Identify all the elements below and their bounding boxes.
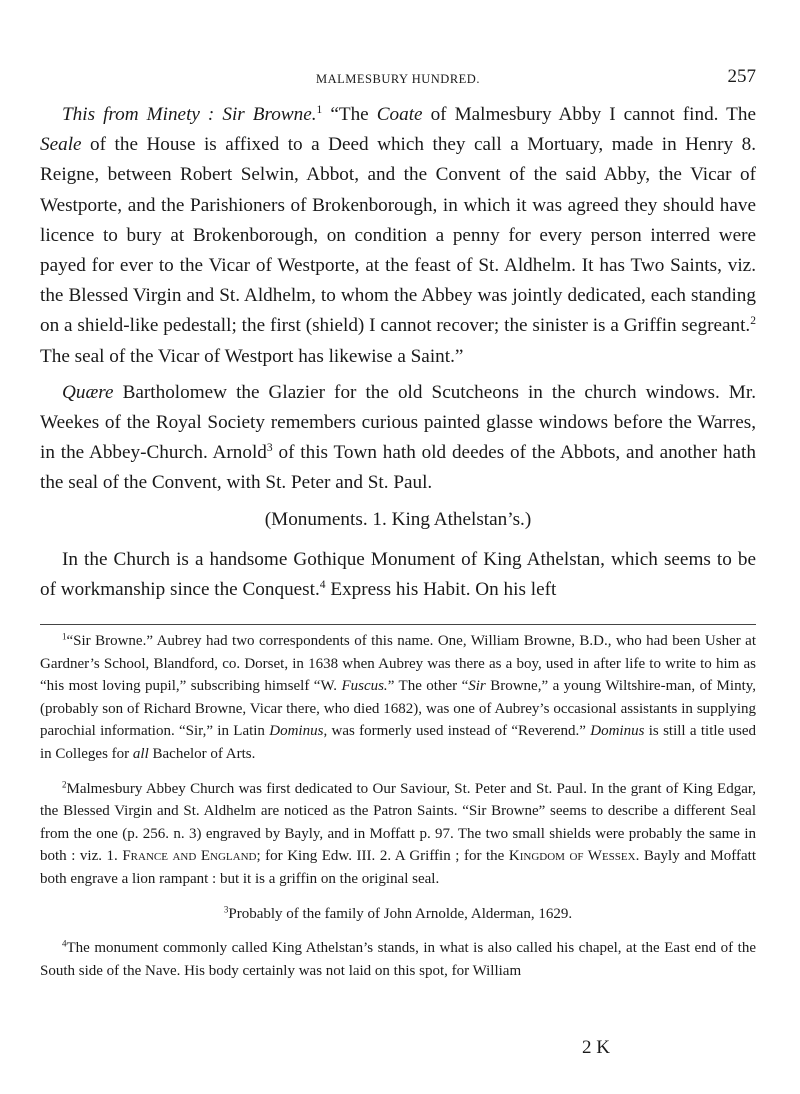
text: The seal of the Vicar of Westport has likewise a Saint.” — [40, 345, 464, 367]
text: , was formerly used instead of “Reverend.” — [323, 723, 591, 740]
signature-mark: 2 K — [582, 1037, 610, 1058]
text: The monument commonly called King Athelstan’s stands, in what is also called his chapel, at the East end of the South side of the Nave. His body certainly was not laid on this spot, for William — [40, 940, 756, 979]
italic-text: Fuscus. — [341, 678, 388, 695]
italic-lead: This from Minety : Sir Browne. — [62, 104, 317, 125]
paragraph-quaere — [40, 378, 756, 499]
footnote-ref-1[interactable]: 1 — [316, 104, 323, 117]
paragraph-monument — [40, 545, 756, 605]
text: Express his Habit. On his left — [325, 579, 557, 601]
italic-text: Sir — [468, 678, 486, 695]
small-caps-text: Kingdom of Wessex — [508, 848, 636, 865]
text: Bachelor of Arts. — [148, 745, 256, 762]
text: Probably of the family of John Arnolde, Alderman, 1629. — [228, 905, 573, 922]
main-text — [40, 100, 756, 605]
italic-text: Quære — [62, 381, 114, 403]
text: of this Town hath old deedes of the Abbots, and another hath the seal of the Convent, with St. Peter and St. Paul. — [40, 442, 756, 494]
footnote-separator — [40, 624, 756, 625]
footnote-4 — [40, 937, 756, 982]
text: “Sir Browne.” Aubrey had two correspondents of this name. One, William Browne, B.D., who had been Usher at Gardner’s School, Blandford, co. Dorset, in 1638 when Aubrey was there as a boy, used in after life to write to him as “his most loving pupil,” subscribing himself “W. — [40, 633, 756, 695]
text: ; for King Edw. III. 2. A Griffin ; for the — [256, 848, 509, 865]
text: ” The other “ — [387, 678, 469, 695]
text: of Malmesbury Abby I cannot find. The — [422, 104, 756, 125]
footnote-2 — [40, 778, 756, 891]
italic-text: Coate — [376, 104, 423, 125]
italic-text: Dominus — [590, 723, 645, 740]
paragraph-minety — [40, 100, 756, 372]
text: Browne,” a young Wiltshire-man, of Minty, (probably son of Richard Browne, Vicar there, who died 1682), was one of Aubrey’s occasional assistants in supplying parochial information. “Sir,” in Latin — [40, 678, 757, 740]
text: of the House is affixed to a Deed which they call a Mortuary, made in Henry 8. Reigne, between Robert Selwin, Abbot, and the Convent of the said Abby, the Vicar of Westporte, and the Parishioners of Brokenborough, in which it was agreed they should have licence to bury at Brokenborough, on condition a penny for every person interred were payed for ever to the Vicar of Westporte, at the feast of St. Aldhelm. It has Two Saints, viz. the Blessed Virgin and St. Aldhelm, to whom the Abbey was jointly dedicated, each standing on a shield-like pedestall; the first (shield) I cannot recover; the sinister is a Griffin segreant. — [40, 134, 756, 337]
page-number: 257 — [727, 66, 756, 87]
footnote-ref-2[interactable]: 2 — [750, 315, 756, 328]
footnote-mark: 3 — [223, 904, 229, 915]
italic-text: Dominus — [269, 723, 324, 740]
page-header — [40, 66, 756, 90]
italic-text: all — [132, 745, 149, 762]
footnote-mark: 1 — [62, 631, 67, 642]
footnote-ref-3[interactable]: 3 — [266, 442, 273, 455]
footnotes — [40, 630, 756, 994]
italic-text: Seale — [40, 134, 82, 156]
text: . Bayly and Moffatt both engrave a lion rampant : but it is a griffin on the original seal. — [40, 848, 756, 887]
footnote-mark: 2 — [62, 779, 67, 790]
running-head: MALMESBURY HUNDRED. — [316, 72, 480, 86]
footnote-ref-4[interactable]: 4 — [319, 579, 326, 592]
text: Malmesbury Abbey Church was first dedicated to Our Saviour, St. Peter and St. Paul. In the grant of King Edgar, the Blessed Virgin and St. Aldhelm are noticed as the Patron Saints. “Sir Browne” seems to describe a different Seal from the one (p. 256. n. 3) engraved by Bayly, and in Moffatt p. 97. The two small shields were probably the same in both : viz. 1. — [40, 780, 756, 865]
text: Bartholomew the Glazier for the old Scutcheons in the church windows. Mr. Weekes of the Royal Society remembers curious painted glasse windows before the Warres, in the Abbey-Church. Arnold — [40, 381, 756, 464]
section-heading: (Monuments. 1. King Athelstan’s.) — [264, 508, 532, 530]
footnote-3 — [40, 903, 756, 926]
text: In the Church is a handsome Gothique Monument of King Athelstan, which seems to be of workmanship since the Conquest. — [40, 548, 756, 601]
text: is still a title used in Colleges for — [40, 723, 757, 762]
text: “The — [322, 104, 377, 125]
footnote-1 — [40, 630, 756, 766]
small-caps-text: France and England — [122, 848, 257, 865]
footnote-mark: 4 — [62, 938, 67, 949]
